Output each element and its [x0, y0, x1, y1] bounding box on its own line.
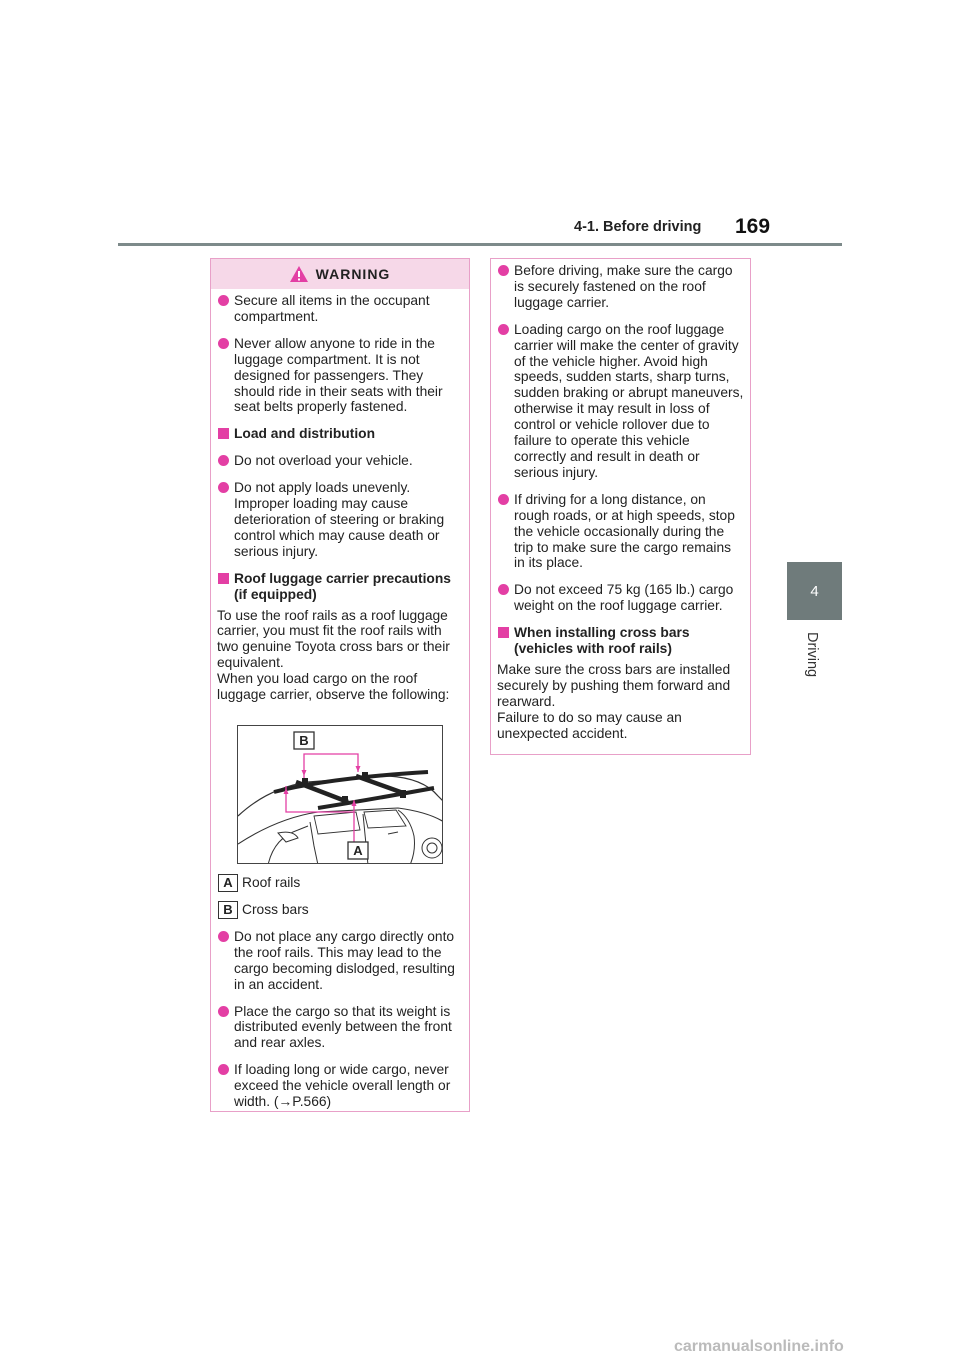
legend-tag-b: B [218, 901, 238, 919]
bullet-icon [498, 265, 509, 276]
bullet-icon [218, 295, 229, 306]
list-item: Do not apply loads unevenly. Improper loading may cause deterioration of steering or braking control which may cause death or serious injury. [217, 480, 463, 560]
list-item: Secure all items in the occupant compartment. [217, 293, 463, 325]
warning-title: WARNING [315, 266, 391, 282]
square-bullet-icon [218, 573, 229, 584]
roof-heading: Roof luggage carrier precautions (if equipped) [217, 571, 463, 603]
figure-label-a: A [353, 842, 363, 858]
figure-label-b: B [299, 732, 309, 748]
cross-bars-paragraph-2: Failure to do so may cause an unexpected accident. [497, 709, 682, 741]
bullet-icon [218, 1006, 229, 1017]
cross-bars-heading: When installing cross bars (vehicles with roof rails) [497, 625, 744, 657]
roof-paragraph-2: When you load cargo on the roof luggage carrier, observe the following: [217, 671, 450, 703]
square-bullet-icon [218, 428, 229, 439]
chapter-tab[interactable]: 4 [787, 562, 842, 620]
car-roof-drawing [238, 726, 443, 864]
bullet-icon [218, 482, 229, 493]
list-item: Loading cargo on the roof luggage carrier will make the center of gravity of the vehicle higher. Avoid high speeds, sudden starts, sharp turns, sudden braking or abrupt maneuvers, otherwise it may result in loss of control or vehicle rollover due to failure to operate this vehicle correctly and result in death or serious injury. [497, 322, 744, 481]
list-item: Do not overload your vehicle. [217, 453, 463, 469]
list-item: Place the cargo so that its weight is distributed evenly between the front and rear axles. [217, 1004, 463, 1052]
bullet-icon [498, 584, 509, 595]
bullet-icon [218, 1064, 229, 1075]
warning-header [211, 259, 469, 289]
roof-paragraph: To use the roof rails as a roof luggage carrier, you must fit the roof rails with two genuine Toyota cross bars or their equivalent. [217, 607, 450, 671]
warning-triangle-icon [290, 266, 308, 282]
legend-item-cross-bars: B Cross bars [217, 902, 463, 918]
bullet-icon [218, 455, 229, 466]
section-title: 4-1. Before driving [574, 219, 702, 235]
list-item: Never allow anyone to ride in the luggage compartment. It is not designed for passengers. They should ride in their seats with their seat belts properly fastened. [217, 336, 463, 416]
bullet-icon [218, 931, 229, 942]
cross-bars-paragraph: Make sure the cross bars are installed securely by pushing them forward and rearward. [497, 661, 731, 709]
legend-item-roof-rails: A Roof rails [217, 875, 463, 891]
list-item: Before driving, make sure the cargo is securely fastened on the roof luggage carrier. [497, 263, 744, 311]
list-item: If driving for a long distance, on rough roads, or at high speeds, stop the vehicle occasionally during the trip to make sure the cargo remains in its place. [497, 492, 744, 572]
list-item: Do not exceed 75 kg (165 lb.) cargo weight on the roof luggage carrier. [497, 582, 744, 614]
warning-box-right [490, 258, 751, 755]
header-divider [118, 243, 842, 246]
bullet-icon [498, 324, 509, 335]
watermark: carmanualsonline.info [674, 1338, 844, 1355]
bullet-icon [218, 338, 229, 349]
load-heading: Load and distribution [217, 426, 463, 442]
bullet-icon [498, 494, 509, 505]
chapter-label: Driving [804, 632, 820, 678]
legend-tag-a: A [218, 874, 238, 892]
list-item: Do not place any cargo directly onto the roof rails. This may lead to the cargo becoming dislodged, resulting in an accident. [217, 929, 463, 993]
page-number: 169 [735, 215, 771, 238]
list-item-page-reference[interactable]: If loading long or wide cargo, never exceed the vehicle overall length or width. (→P.566) [217, 1062, 463, 1110]
square-bullet-icon [498, 627, 509, 638]
warning-box-left [210, 258, 470, 1112]
roof-rail-illustration [237, 725, 443, 864]
